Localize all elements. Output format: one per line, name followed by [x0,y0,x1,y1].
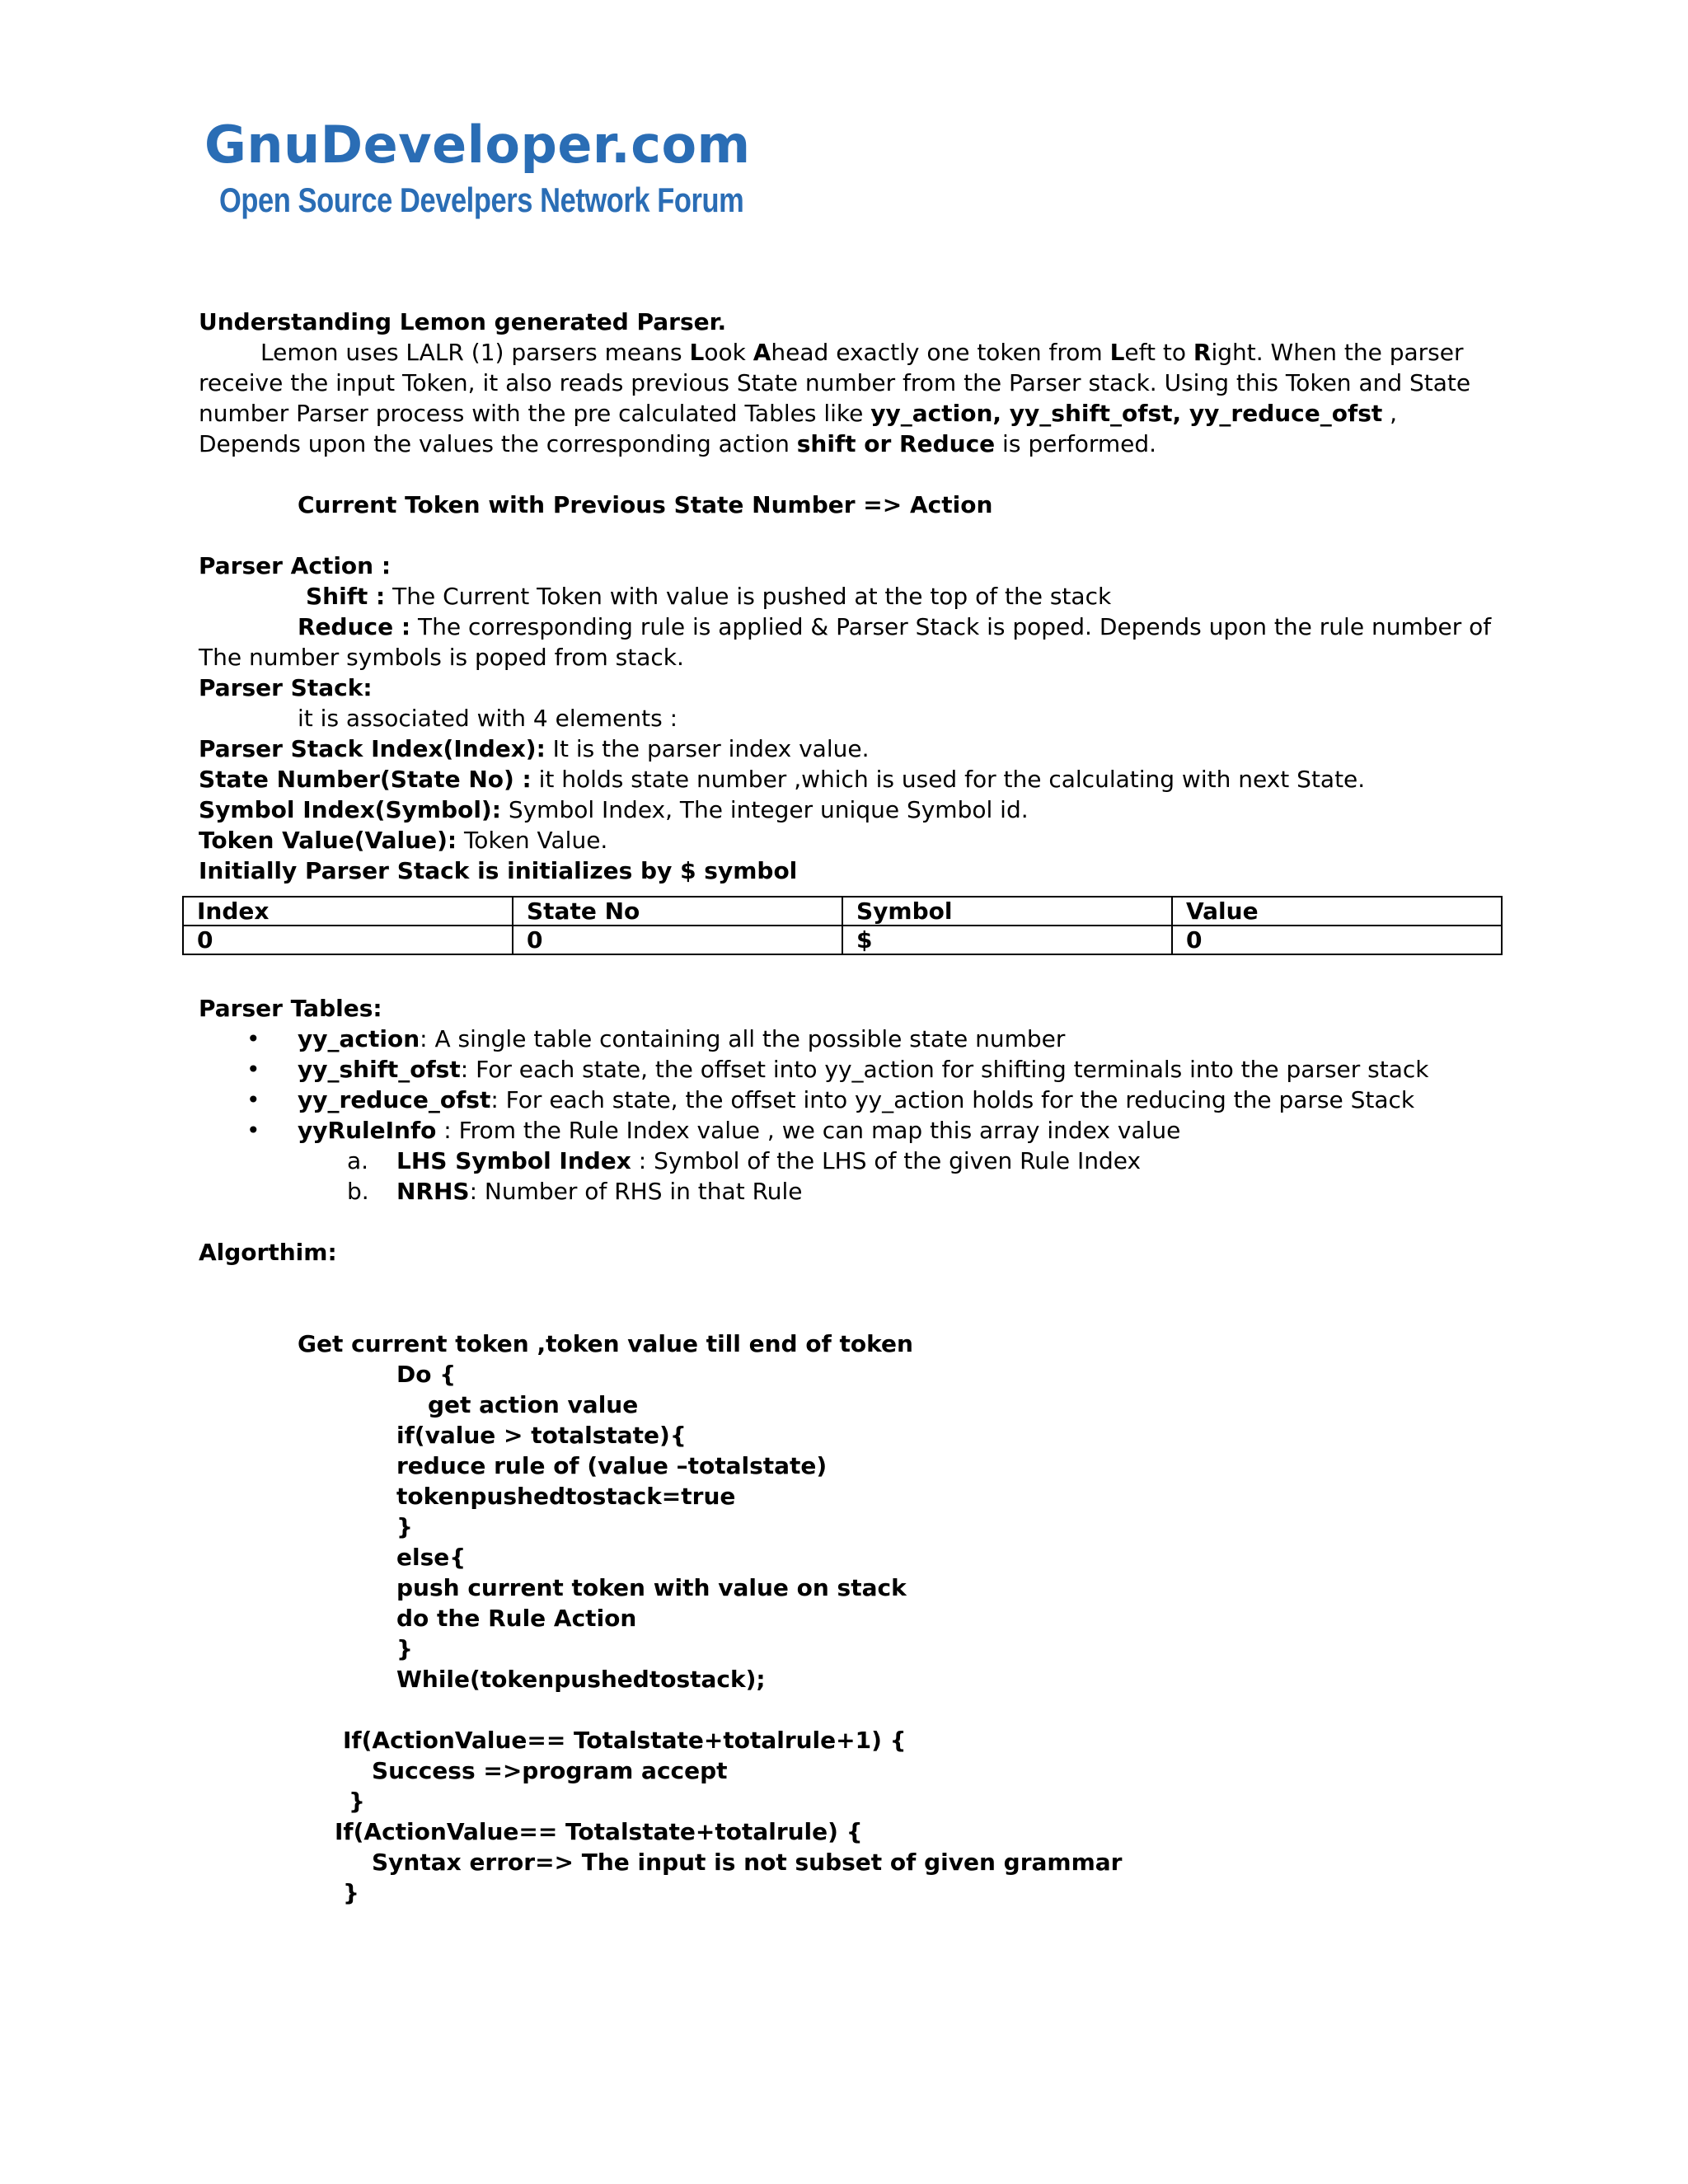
intro-emphasis: R [1193,339,1212,366]
algorithm-title: Algorthim: [199,1239,337,1266]
bullet-icon: • [246,1117,260,1144]
intro-line-3 [199,398,1509,429]
bullet-icon: • [246,1056,260,1083]
reduce-text: The corresponding rule is applied & Parser Stack is poped. Depends upon the rule number of [410,613,1492,640]
table-cell: $ [842,926,1172,954]
bullet-icon: • [246,1025,260,1052]
table-cell: 0 [183,926,513,954]
table-cell: 0 [1172,926,1502,954]
rule-info-sublist [199,1146,1509,1207]
reduce-definition [199,612,1509,642]
intro-line-4 [199,429,1509,459]
stack-element-label: Token Value(Value): [199,827,457,854]
site-logo [204,115,859,221]
field-description: : Number of RHS in that Rule [469,1178,803,1205]
algorithm-code [199,1329,1509,1908]
field-description: : Symbol of the LHS of the given Rule Index [631,1147,1142,1174]
code-line: Success =>program accept [372,1757,728,1784]
code-line: If(ActionValue== Totalstate+totalrule+1) { [343,1727,907,1754]
stack-element-label: State Number(State No) : [199,766,532,793]
shift-label: Shift : [306,583,386,610]
parser-stack-table [182,896,1503,955]
code-line: Do { [396,1361,457,1388]
intro-emphasis: yy_action, yy_shift_ofst, yy_reduce_ofst [870,400,1383,427]
intro-line-2: receive the input Token, it also reads previous State number from the Parser stack. Using this Token and State [199,369,1471,396]
field-name: NRHS [396,1178,470,1205]
stack-element [199,733,1509,764]
table-header-row [183,897,1502,926]
code-line: While(tokenpushedtostack); [396,1666,766,1693]
code-line: Syntax error=> The input is not subset of given grammar [372,1849,1123,1876]
table-name: yy_action [298,1025,420,1052]
stack-element-text: Token Value. [457,827,608,854]
code-line: reduce rule of (value –totalstate) [396,1452,828,1479]
intro-line-1 [199,337,1509,368]
table-cell: 0 [513,926,842,954]
intro-text: eft to [1124,339,1193,366]
stack-element-text: Symbol Index, The integer unique Symbol id. [500,796,1029,823]
intro-text: Lemon uses LALR (1) parsers means [260,339,690,366]
list-item [199,1146,1509,1176]
stack-element-text: It is the parser index value. [545,735,870,762]
intro-text: head exactly one token from [771,339,1110,366]
list-item [199,1024,1509,1054]
code-line: if(value > totalstate){ [396,1422,687,1449]
shift-text: The Current Token with value is pushed at the top of the stack [385,583,1112,610]
code-line: push current token with value on stack [396,1574,907,1601]
code-line: } [349,1788,365,1815]
intro-text: ook [704,339,753,366]
table-name: yyRuleInfo [298,1117,437,1144]
code-line: tokenpushedtostack=true [396,1483,736,1510]
parser-tables-list [199,1024,1509,1146]
field-name: LHS Symbol Index [396,1147,631,1174]
table-header-cell: Index [183,897,513,926]
stack-element [199,825,1509,855]
parser-stack-title: Parser Stack: [199,674,373,701]
list-marker: b. [347,1178,369,1205]
stack-element-text: it holds state number ,which is used for the calculating with next State. [531,766,1366,793]
intro-emphasis: shift or Reduce [796,430,996,457]
intro-emphasis: L [1109,339,1125,366]
list-item [199,1115,1509,1146]
document-body [199,307,1509,1908]
parser-stack-intro: it is associated with 4 elements : [298,705,678,732]
code-line: } [396,1635,413,1662]
table-row [183,926,1502,954]
table-header-cell: Value [1172,897,1502,926]
stack-element-label: Symbol Index(Symbol): [199,796,501,823]
code-line: do the Rule Action [396,1605,637,1632]
list-marker: a. [347,1147,369,1174]
stack-init-note: Initially Parser Stack is initializes by $ symbol [199,857,798,884]
list-item [199,1176,1509,1207]
intro-emphasis: A [753,339,771,366]
intro-text: ight. When the parser [1211,339,1464,366]
stack-element-label: Parser Stack Index(Index): [199,735,546,762]
code-line: get action value [428,1391,639,1418]
code-line: } [396,1513,413,1540]
intro-text: Depends upon the values the corresponding action [199,430,797,457]
parser-action-title: Parser Action : [199,552,392,579]
shift-definition [199,581,1509,612]
bullet-icon: • [246,1086,260,1113]
action-formula: Current Token with Previous State Number => Action [298,491,993,518]
table-header-cell: State No [513,897,842,926]
table-description: : A single table containing all the possible state number [420,1025,1066,1052]
intro-text: number Parser process with the pre calculated Tables like [199,400,871,427]
parser-tables-title: Parser Tables: [199,995,382,1022]
list-item [199,1054,1509,1085]
code-line: else{ [396,1544,467,1571]
table-description: : For each state, the offset into yy_action holds for the reducing the parse Stack [490,1086,1415,1113]
stack-element [199,764,1509,794]
logo-subtitle: Open Source Develpers Network Forum [219,180,744,219]
stack-element [199,794,1509,825]
code-line: } [343,1879,359,1906]
list-item [199,1085,1509,1115]
table-description: : For each state, the offset into yy_action for shifting terminals into the parser stack [460,1056,1429,1083]
intro-emphasis: L [689,339,705,366]
table-name: yy_reduce_ofst [298,1086,491,1113]
table-header-cell: Symbol [842,897,1172,926]
code-line: If(ActionValue== Totalstate+totalrule) { [335,1818,863,1845]
logo-title: GnuDeveloper.com [204,115,751,175]
table-name: yy_shift_ofst [298,1056,461,1083]
reduce-label: Reduce : [298,613,411,640]
code-line: Get current token ,token value till end of token [298,1330,913,1357]
document-heading: Understanding Lemon generated Parser. [199,308,727,335]
reduce-continuation: The number symbols is poped from stack. [199,644,684,671]
intro-text: , [1382,400,1398,427]
intro-text: is performed. [995,430,1157,457]
table-description: : From the Rule Index value , we can map this array index value [436,1117,1181,1144]
